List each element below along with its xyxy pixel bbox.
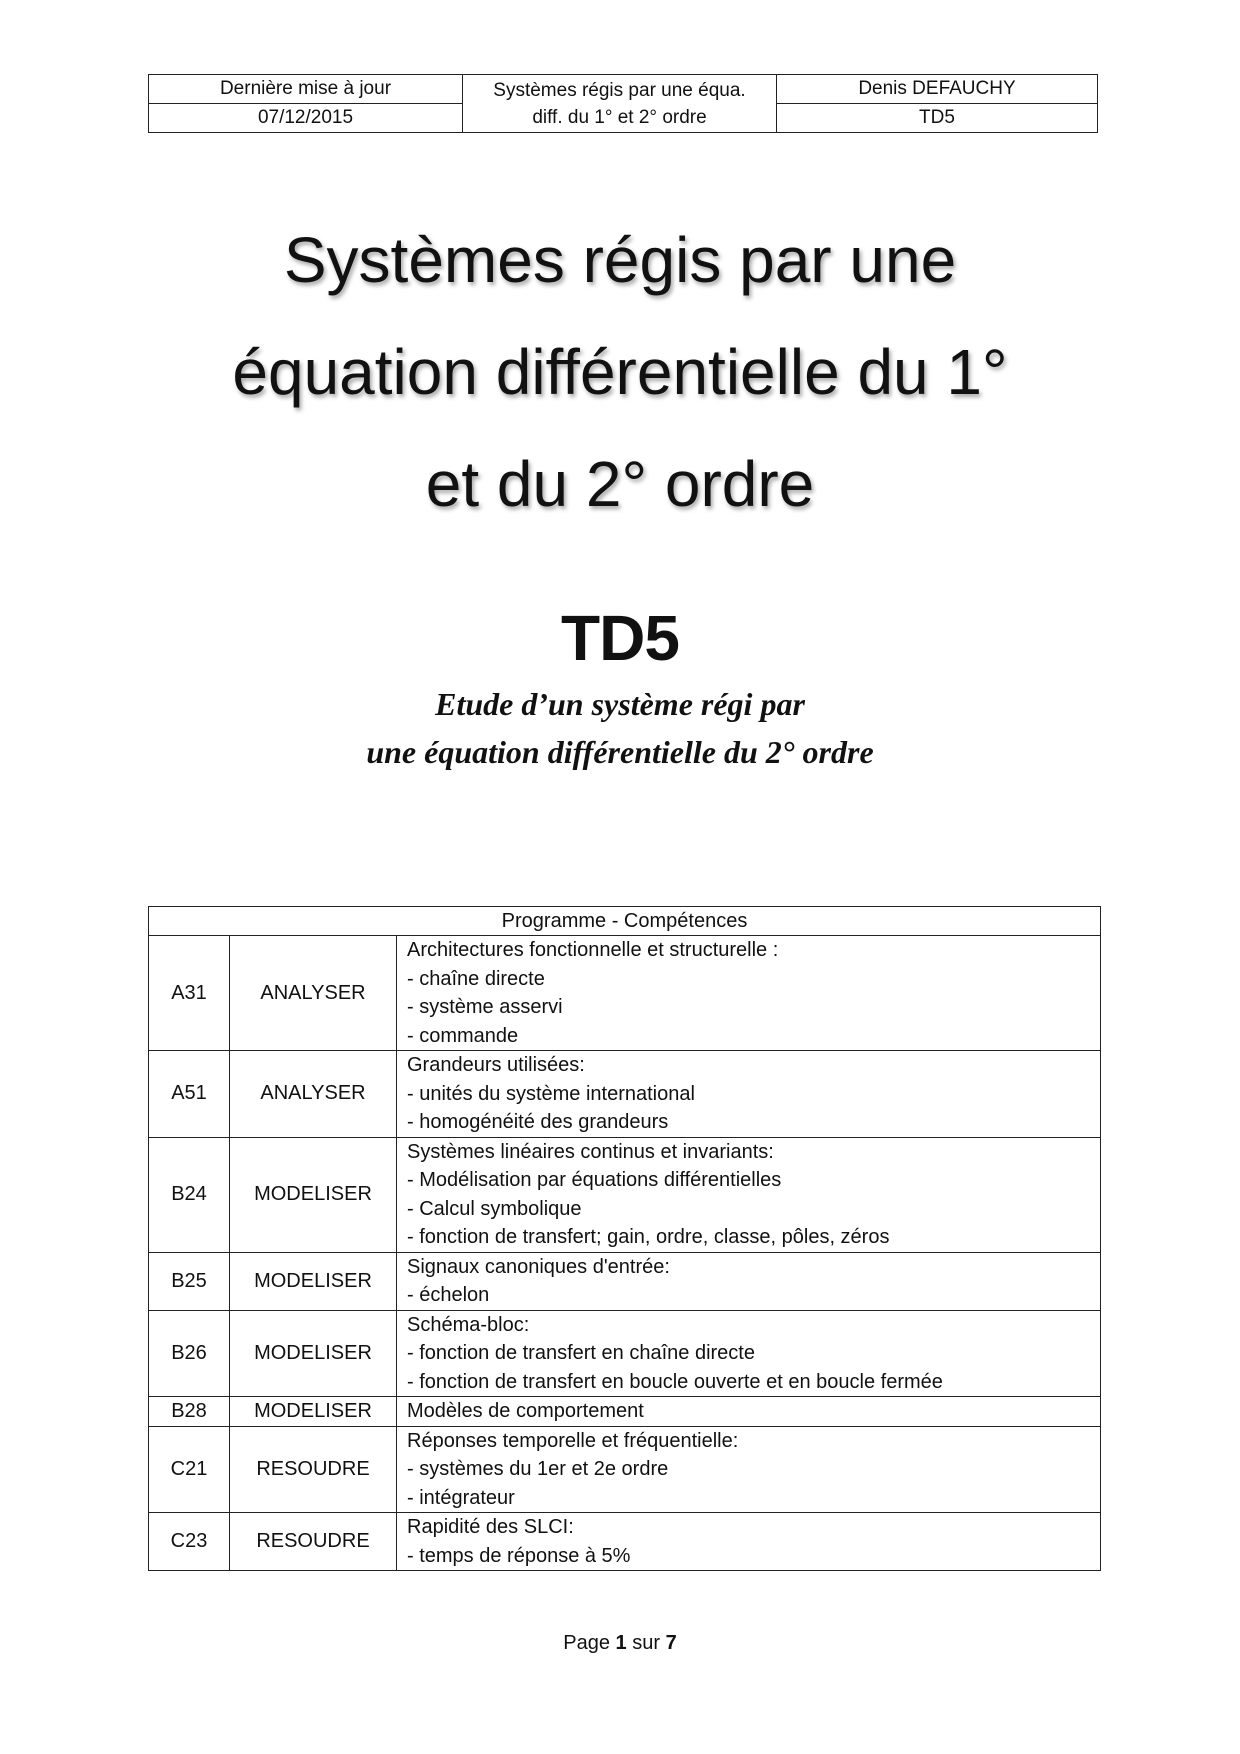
competence-line: Architectures fonctionnelle et structurelle : [407,939,779,961]
competence-line: - homogénéité des grandeurs [407,1111,669,1133]
competence-row [149,1137,1101,1252]
footer-page-current: 1 [615,1632,627,1654]
competence-code: B28 [149,1397,230,1427]
competence-category: MODELISER [230,1310,397,1397]
header-table [148,74,1098,133]
header-subject-line1: Systèmes régis par une équa. [493,79,746,101]
header-author: Denis DEFAUCHY [777,75,1098,104]
competence-line: - Modélisation par équations différentielles [407,1169,782,1191]
competence-line: - unités du système international [407,1082,695,1105]
td-label: TD5 [561,602,679,674]
competence-description [397,1310,1101,1397]
competence-row [149,1397,1101,1427]
competence-line: - fonction de transfert; gain, ordre, classe, pôles, zéros [407,1226,890,1248]
competence-row [149,1051,1101,1138]
competence-line: - échelon [407,1284,490,1306]
competence-description [397,1397,1101,1427]
subtitle-line-1: Etude d’un système régi par [435,686,805,722]
competence-code: B25 [149,1252,230,1310]
header-subject-line2: diff. du 1° et 2° ordre [532,106,707,128]
competence-description [397,1137,1101,1252]
competence-code: C23 [149,1513,230,1571]
document-title [0,204,1240,540]
subtitle-line-2: une équation différentielle du 2° ordre [366,734,874,770]
competence-code: A51 [149,1051,230,1138]
competence-line: - système asservi [407,996,563,1018]
competence-line: - systèmes du 1er et 2e ordre [407,1458,669,1480]
title-line-2: équation différentielle du 1° [232,336,1008,408]
competence-category: ANALYSER [230,1051,397,1138]
competence-code: B24 [149,1137,230,1252]
footer-page-total: 7 [665,1632,677,1654]
competence-category: ANALYSER [230,936,397,1051]
competence-line: - Calcul symbolique [407,1197,582,1220]
competence-line: - fonction de transfert en chaîne directe [407,1342,755,1364]
competence-row [149,1310,1101,1397]
competence-line: Signaux canoniques d'entrée: [407,1255,670,1278]
competence-code: C21 [149,1426,230,1513]
competence-line: - fonction de transfert en boucle ouverte et en boucle fermée [407,1370,943,1393]
competence-category: MODELISER [230,1137,397,1252]
competence-line: - temps de réponse à 5% [407,1544,631,1567]
footer-of-word: sur [632,1632,661,1654]
competences-caption: Programme - Compétences [149,907,1101,936]
document-subtitle [0,680,1240,776]
header-updated-label: Dernière mise à jour [149,75,463,104]
competence-row [149,1252,1101,1310]
header-subject [463,75,777,133]
competence-description [397,1252,1101,1310]
header-updated-date: 07/12/2015 [149,104,463,133]
title-line-3: et du 2° ordre [425,448,815,520]
competence-category: MODELISER [230,1397,397,1427]
competence-line: - chaîne directe [407,967,545,990]
competence-code: B26 [149,1310,230,1397]
competence-description [397,1426,1101,1513]
competence-category: RESOUDRE [230,1513,397,1571]
competence-category: RESOUDRE [230,1426,397,1513]
competence-description [397,936,1101,1051]
competence-line: Réponses temporelle et fréquentielle: [407,1429,739,1452]
competences-table [148,906,1101,1571]
competence-row [149,936,1101,1051]
footer-page-word: Page [563,1632,610,1654]
competence-code: A31 [149,936,230,1051]
competence-category: MODELISER [230,1252,397,1310]
competence-line: - commande [407,1024,519,1047]
competence-line: Systèmes linéaires continus et invariants: [407,1140,774,1163]
competence-line: Rapidité des SLCI: [407,1516,574,1538]
competence-description [397,1051,1101,1138]
competence-row [149,1513,1101,1571]
competence-line: Grandeurs utilisées: [407,1054,585,1076]
header-code: TD5 [777,104,1098,133]
competence-line: Modèles de comportement [407,1400,644,1422]
title-line-1: Systèmes régis par une [283,224,957,296]
competence-line: Schéma-bloc: [407,1313,530,1336]
page-footer [0,1632,1240,1655]
competence-row [149,1426,1101,1513]
competence-description [397,1513,1101,1571]
competence-line: - intégrateur [407,1486,515,1509]
